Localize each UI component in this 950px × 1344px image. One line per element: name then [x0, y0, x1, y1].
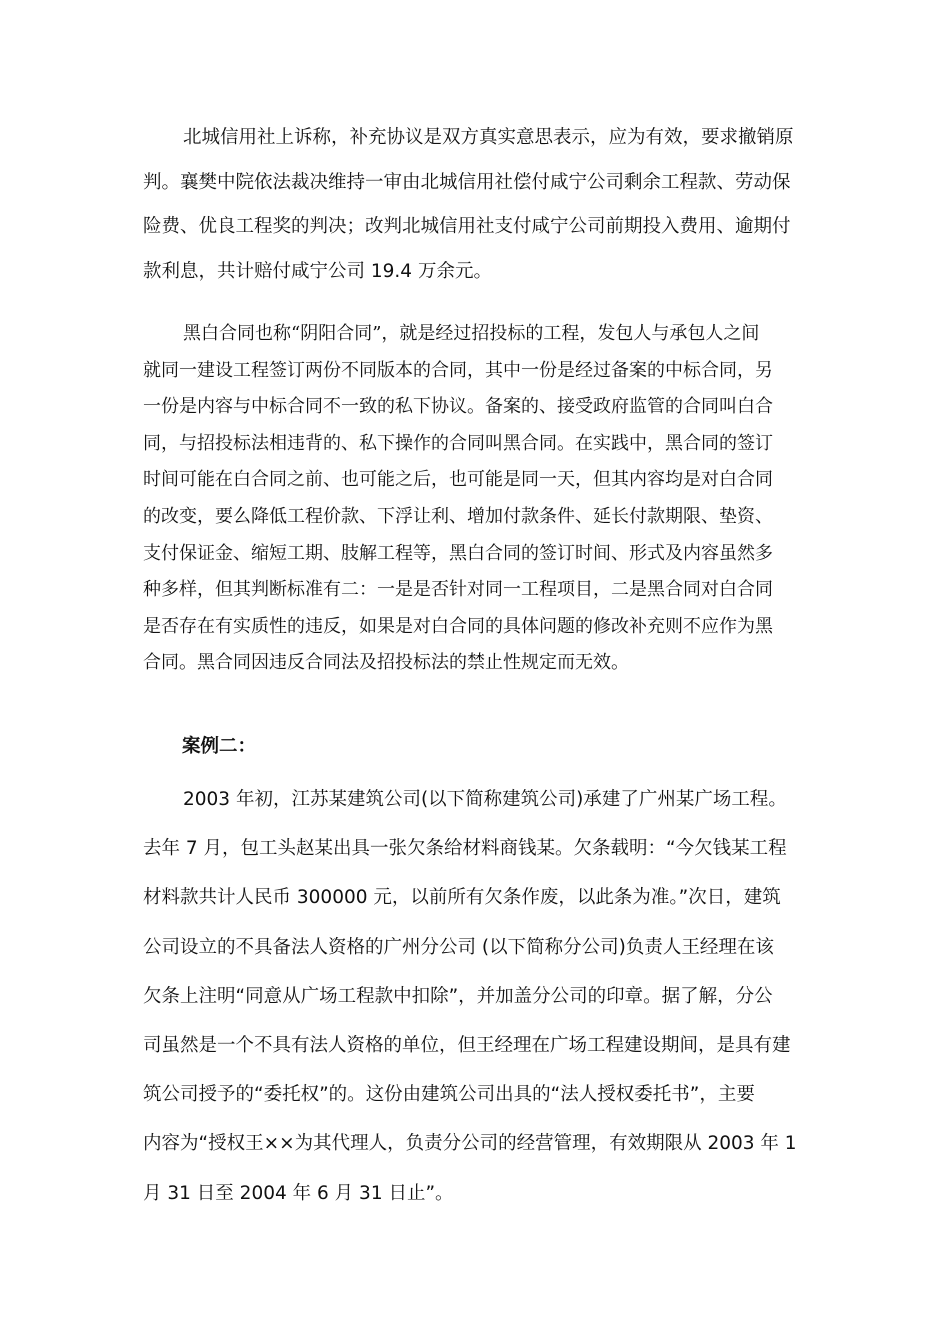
text-line: 筑公司授予的“委托权”的。这份由建筑公司出具的“法人授权委托书”，主要 [143, 1084, 755, 1106]
text-line: 月 31 日至 2004 年 6 月 31 日止”。 [143, 1182, 454, 1204]
text-line: 险费、优良工程奖的判决；改判北城信用社支付咸宁公司前期投入费用、逾期付 [143, 216, 791, 237]
paragraph-case-two [143, 775, 808, 1218]
text-line: 黑白合同也称“阴阳合同”，就是经过招投标的工程，发包人与承包人之间 [183, 323, 760, 344]
case-heading: 案例二： [182, 736, 257, 757]
text-line: 支付保证金、缩短工期、肢解工程等，黑白合同的签订时间、形式及内容虽然多 [143, 542, 773, 564]
text-line: 同，与招投标法相违背的、私下操作的合同叫黑合同。在实践中，黑合同的签订 [143, 432, 773, 454]
text-line: 款利息，共计赔付咸宁公司 19.4 万余元。 [143, 260, 492, 282]
text-line: 判。襄樊中院依法裁决维持一审由北城信用社偿付咸宁公司剩余工程款、劳动保 [143, 171, 791, 193]
text-line: 欠条上注明“同意从广场工程款中扣除”，并加盖分公司的印章。据了解，分公 [143, 985, 773, 1007]
text-line: 材料款共计人民币 300000 元，以前所有欠条作废，以此条为准。”次日，建筑 [143, 887, 781, 909]
text-line: 合同。黑合同因违反合同法及招投标法的禁止性规定而无效。 [143, 652, 629, 674]
text-line: 北城信用社上诉称，补充协议是双方真实意思表示，应为有效，要求撤销原 [183, 127, 794, 148]
paragraph-yin-yang-contract [143, 316, 808, 682]
text-line: 内容为“授权王××为其代理人，负责分公司的经营管理，有效期限从 2003 年 1 [143, 1133, 797, 1155]
text-line: 种多样，但其判断标准有二：一是是否针对同一工程项目，二是黑合同对白合同 [143, 579, 773, 601]
text-line: 就同一建设工程签订两份不同版本的合同，其中一份是经过备案的中标合同，另 [143, 359, 773, 381]
paragraph-appeal-ruling [143, 116, 808, 294]
text-line: 时间可能在白合同之前、也可能之后，也可能是同一天，但其内容均是对白合同 [143, 469, 773, 491]
text-line: 一份是内容与中标合同不一致的私下协议。备案的、接受政府监管的合同叫白合 [143, 396, 773, 418]
text-line: 去年 7 月，包工头赵某出具一张欠条给材料商钱某。欠条载明：“今欠钱某工程 [143, 838, 787, 860]
text-line: 2003 年初，江苏某建筑公司(以下简称建筑公司)承建了广州某广场工程。 [183, 789, 787, 810]
text-line: 公司设立的不具备法人资格的广州分公司 (以下简称分公司)负责人王经理在该 [143, 936, 774, 958]
text-line: 是否存在有实质性的违反，如果是对白合同的具体问题的修改补充则不应作为黑 [143, 615, 773, 637]
text-line: 司虽然是一个不具有法人资格的单位，但王经理在广场工程建设期间，是具有建 [143, 1035, 791, 1057]
text-line: 的改变，要么降低工程价款、下浮让利、增加付款条件、延长付款期限、垫资、 [143, 505, 773, 527]
